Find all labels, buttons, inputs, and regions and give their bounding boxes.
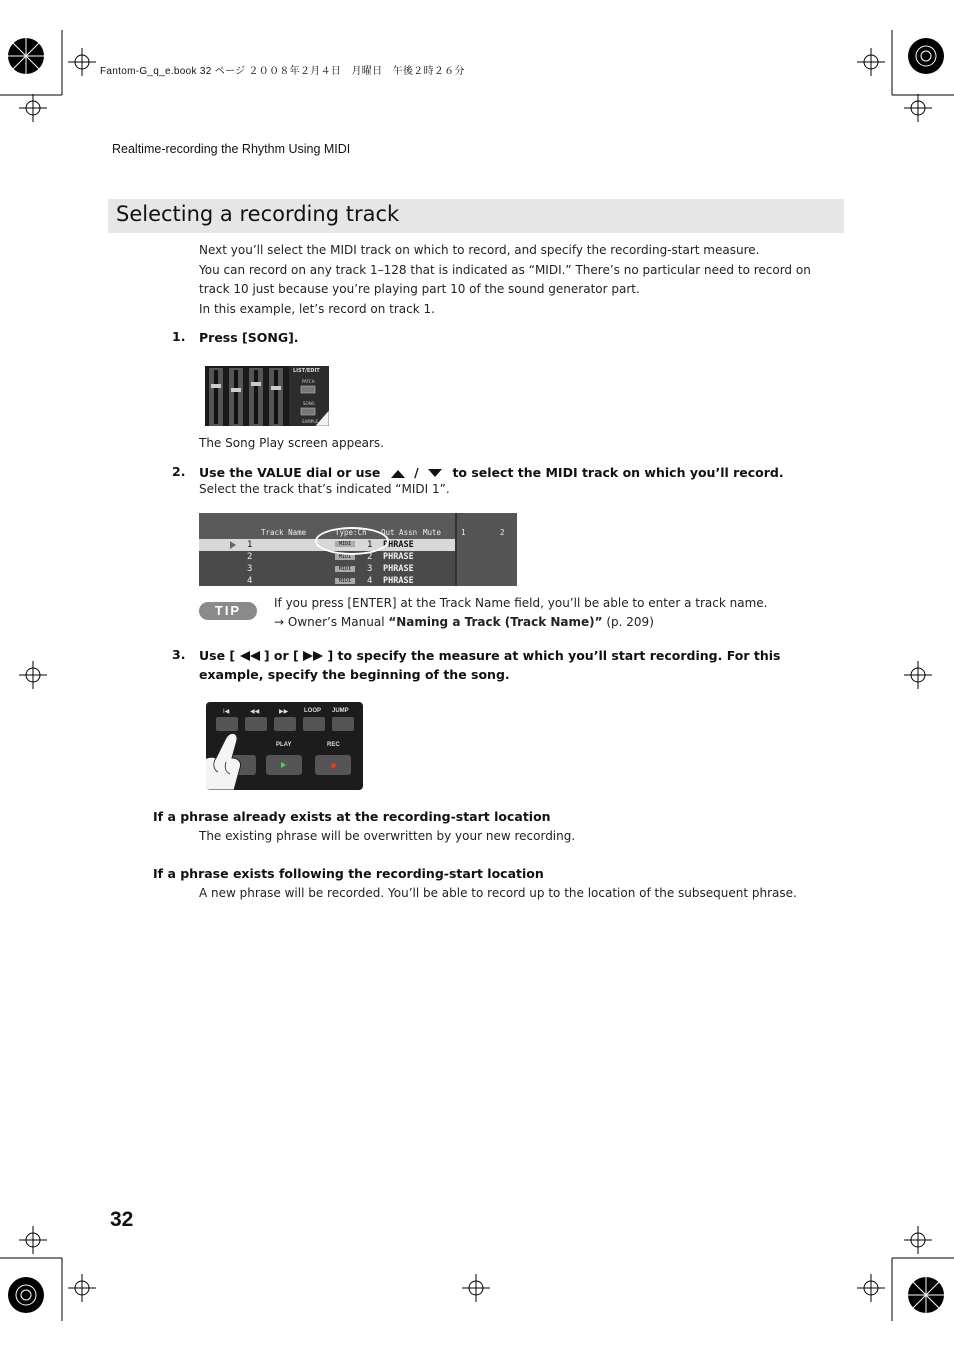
step-1-text: Press [SONG].: [199, 330, 299, 345]
track-row-type: MIDI: [335, 541, 355, 547]
tip-line-2: [274, 615, 654, 629]
intro-line: You can record on any track 1–128 that is indicated as “MIDI.” There’s no particular need to record on: [199, 262, 811, 277]
track-row-out: 1: [367, 540, 373, 550]
step-3-line-1: [199, 647, 781, 666]
panel-label-patch: PATCH: [302, 379, 315, 384]
intro-line: Next you’ll select the MIDI track on which to record, and specify the recording-start measure.: [199, 243, 760, 257]
tip-ref-prefix: → Owner’s Manual: [274, 615, 389, 629]
tip-ref-title[interactable]: “Naming a Track (Track Name)”: [388, 615, 603, 629]
step-2-text: [199, 464, 784, 482]
step-2-text-a: Use the VALUE dial or use: [199, 465, 381, 480]
measure-1: 1: [461, 528, 466, 537]
intro-paragraph: [199, 241, 819, 319]
loop-button[interactable]: [303, 717, 325, 731]
track-row-type: MIDI: [335, 554, 355, 560]
step-3-line-2: example, specify the beginning of the song.: [199, 667, 510, 682]
track-row-type: MIDI: [335, 578, 355, 584]
panel-label-sample: SAMPLE: [302, 419, 318, 424]
highlight-ellipse: [315, 527, 389, 555]
subsection-2-text: A new phrase will be recorded. You’ll be able to record up to the location of the subsequent phrase.: [199, 886, 797, 900]
subsection-1-heading: If a phrase already exists at the recording-start location: [153, 809, 551, 824]
label-play: PLAY: [276, 742, 292, 748]
subsection-1-text: The existing phrase will be overwritten by your new recording.: [199, 829, 576, 843]
rewind-icon: [240, 648, 260, 666]
step-3-fragment: ] or [: [263, 648, 299, 663]
col-mute: Mute: [423, 528, 442, 537]
page-number: 32: [110, 1208, 134, 1231]
track-row-num: 4: [247, 576, 253, 586]
panel-label-list-edit: LIST/EDIT: [293, 368, 320, 374]
transport-panel-illustration: [206, 702, 363, 790]
step-1-note: The Song Play screen appears.: [199, 436, 384, 450]
fast-forward-button[interactable]: [274, 717, 296, 731]
panel-label-song: SONG: [303, 401, 315, 406]
col-track-name: Track Name: [261, 528, 307, 537]
tip-ref-suffix: (p. 209): [602, 615, 654, 629]
step-1-number: 1.: [172, 329, 186, 344]
measure-2: 2: [500, 528, 505, 537]
tip-badge: TIP: [199, 602, 257, 620]
intro-line: In this example, let’s record on track 1.: [199, 301, 435, 316]
step-3-number: 3.: [172, 647, 186, 662]
song-button-panel-illustration: [205, 366, 329, 426]
step-2-note: Select the track that’s indicated “MIDI 1”.: [199, 482, 450, 496]
step-3-text: [199, 647, 781, 684]
track-row-num: 2: [247, 552, 253, 562]
running-head: Realtime-recording the Rhythm Using MIDI: [112, 142, 351, 156]
play-icon: [281, 762, 286, 768]
rec-button[interactable]: [315, 755, 351, 775]
label-rec: REC: [327, 742, 340, 748]
step-2-number: 2.: [172, 464, 186, 479]
step-2-text-b: to select the MIDI track on which you’ll record.: [452, 465, 784, 480]
step-3-fragment: Use [: [199, 648, 236, 663]
track-row-num: 1: [247, 540, 253, 550]
rec-icon: [331, 763, 336, 768]
step-3-fragment: ] to specify the measure at which you’ll start recording. For this: [327, 648, 781, 663]
label-rew: ◀◀: [250, 709, 260, 715]
hand-pointer-icon: [206, 718, 272, 790]
measure-grid: [455, 513, 517, 586]
jump-button[interactable]: [332, 717, 354, 731]
row-cursor-icon: [230, 541, 236, 549]
track-row-out: 2: [367, 552, 373, 562]
label-top: I◀: [223, 709, 230, 715]
print-header-meta: Fantom-G_q_e.book 32 ページ ２００８年２月４日 月曜日 午後２時２６分: [100, 66, 465, 77]
track-row-out: 4: [367, 576, 373, 586]
sliders-illustration-icon: [205, 366, 329, 426]
fast-forward-icon: [303, 648, 323, 666]
track-row-phrase: PHRASE: [383, 552, 414, 562]
section-title: Selecting a recording track: [116, 202, 400, 226]
step-2-slash: /: [414, 465, 419, 480]
track-row-phrase: PHRASE: [383, 540, 414, 550]
up-arrow-icon: [391, 470, 405, 478]
label-jump: JUMP: [332, 708, 349, 714]
song-play-screen-illustration: [199, 513, 517, 586]
down-arrow-icon: [428, 469, 442, 477]
track-row-num: 3: [247, 564, 253, 574]
track-row-type: MIDI: [335, 566, 355, 572]
track-row-phrase: PHRASE: [383, 576, 414, 586]
col-type-ch: Type:Ch: [335, 528, 367, 537]
label-ff: ▶▶: [279, 709, 289, 715]
label-loop: LOOP: [304, 708, 322, 714]
track-row-phrase: PHRASE: [383, 564, 414, 574]
track-row-out: 3: [367, 564, 373, 574]
tip-line-1: If you press [ENTER] at the Track Name field, you’ll be able to enter a track name.: [274, 596, 768, 610]
intro-line: track 10 just because you’re playing part 10 of the sound generator part.: [199, 282, 640, 296]
subsection-2-heading: If a phrase exists following the recording-start location: [153, 866, 544, 881]
col-out-assign: Out Assn: [381, 528, 418, 537]
